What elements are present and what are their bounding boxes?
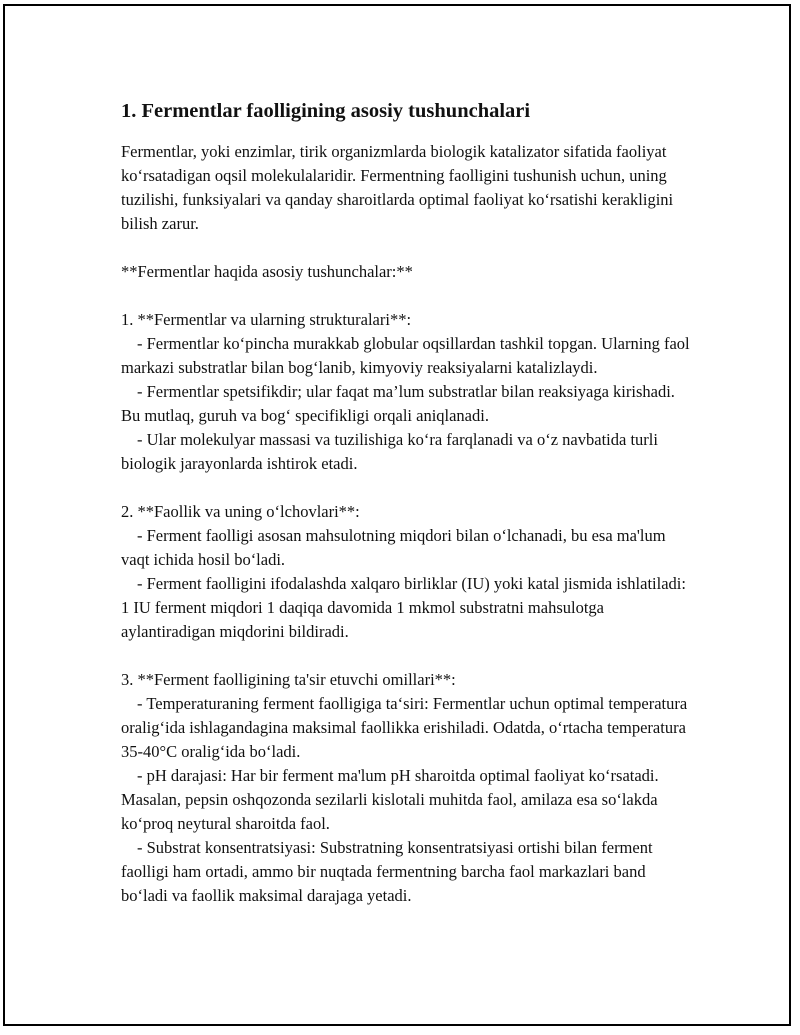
bullet-item: - Ferment faolligini ifodalashda xalqaro birliklar (IU) yoki katal jismida ishlatiladi: 1 IU ferment miqdori 1 daqiqa davomida 1 mkmol substratni mahsulotga aylantiradigan miqdorini bildiradi.	[121, 574, 686, 641]
bullet-item: - Fermentlar ko‘pincha murakkab globular oqsillardan tashkil topgan. Ularning faol markazi substratlar bilan bog‘lanib, kimyoviy reaksiyalarni katalizlaydi.	[121, 334, 690, 377]
page-frame	[3, 4, 791, 1026]
section-structures	[121, 308, 693, 476]
bullet-item: - Ular molekulyar massasi va tuzilishiga ko‘ra farqlanadi va o‘z navbatida turli biologik jarayonlarda ishtirok etadi.	[121, 430, 658, 473]
document-body	[121, 96, 693, 908]
intro-paragraph: Fermentlar, yoki enzimlar, tirik organizmlarda biologik katalizator sifatida faoliyat ko‘rsatadigan oqsil molekulalaridir. Fermentning faolligini tushunish uchun, uning tuzilishi, funksiyalari va qanday sharoitlarda optimal faoliyat ko‘rsatishi kerakligini bilish zarur.	[121, 142, 674, 233]
section-influencing-factors	[121, 668, 693, 908]
section-activity-measurement	[121, 500, 693, 644]
bullet-item: - Temperaturaning ferment faolligiga ta‘siri: Fermentlar uchun optimal temperatura oralig‘ida ishlagandagina maksimal faollikka erishiladi. Odatda, o‘rtacha temperatura 35-40°C oralig‘ida bo‘ladi.	[121, 694, 688, 761]
document-title: 1. Fermentlar faolligining asosiy tushunchalari	[121, 100, 531, 122]
bullet-item: - Fermentlar spetsifikdir; ular faqat ma’lum substratlar bilan reaksiyaga kirishadi. Bu mutlaq, guruh va bog‘ specifikligi orqali aniqlanadi.	[121, 382, 675, 425]
bullet-item: - Substrat konsentratsiyasi: Substratning konsentratsiyasi ortishi bilan ferment faolligi ham ortadi, ammo bir nuqtada fermentning barcha faol markazlari band bo‘ladi va faollik maksimal darajaga yetadi.	[121, 838, 653, 905]
subheading: **Fermentlar haqida asosiy tushunchalar:**	[121, 262, 413, 281]
bullet-item: - pH darajasi: Har bir ferment ma'lum pH sharoitda optimal faoliyat ko‘rsatadi. Masalan, pepsin oshqozonda sezilarli kislotali muhitda faol, amilaza esa so‘lakda ko‘proq neytural sharoitda faol.	[121, 766, 659, 833]
section-heading: 3. **Ferment faolligining ta'sir etuvchi omillari**:	[121, 670, 456, 689]
section-heading: 1. **Fermentlar va ularning strukturalari**:	[121, 310, 412, 329]
section-heading: 2. **Faollik va uning o‘lchovlari**:	[121, 502, 360, 521]
bullet-item: - Ferment faolligi asosan mahsulotning miqdori bilan o‘lchanadi, bu esa ma'lum vaqt ichida hosil bo‘ladi.	[121, 526, 666, 569]
